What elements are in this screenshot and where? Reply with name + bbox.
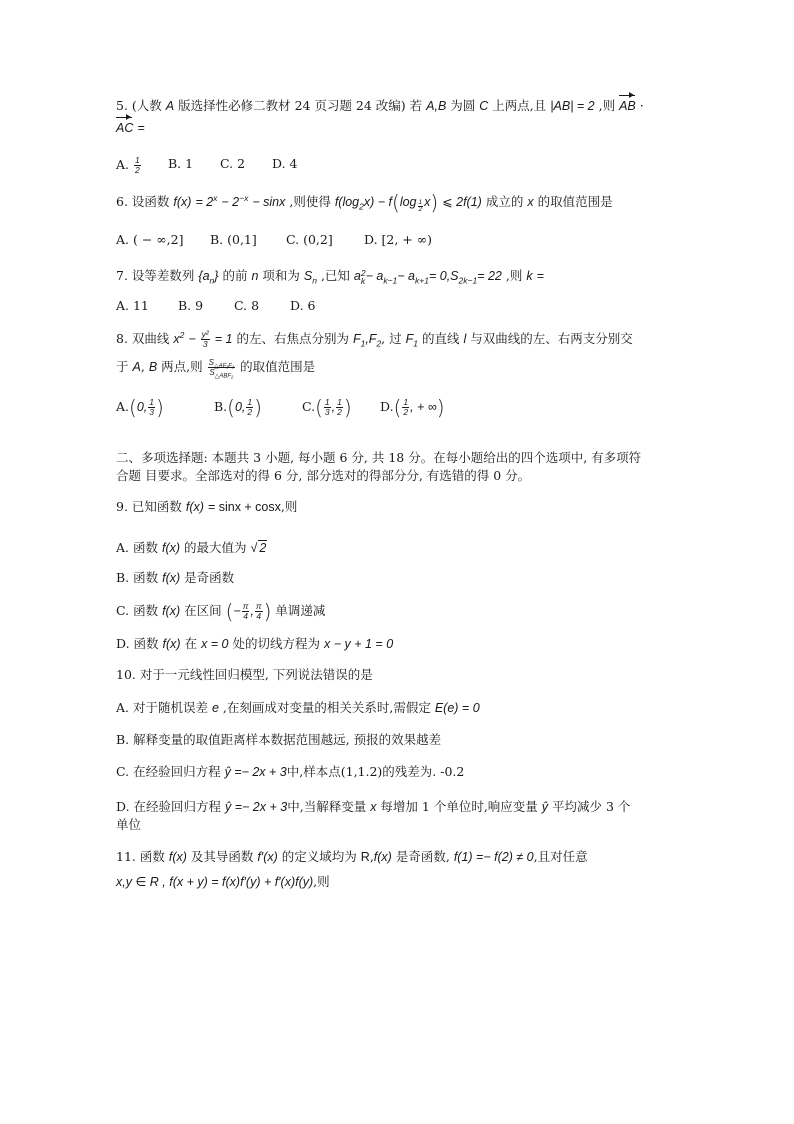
q11-R: R bbox=[360, 850, 370, 864]
q10-opt-d-y: ŷ bbox=[541, 800, 549, 814]
q7-option-c: C. 8 bbox=[234, 298, 260, 313]
q10-option-d-line2: 单位 bbox=[116, 817, 142, 832]
q9-opt-d-x: x = 0 bbox=[201, 637, 229, 651]
q6-sin: − sinx bbox=[252, 195, 286, 209]
q8-frac-num: y² bbox=[201, 329, 209, 339]
q8-option-d-label: D. bbox=[380, 399, 394, 414]
q8-option-d: D.( $\frac{1}{2}$ , + ∞) bbox=[380, 395, 445, 420]
q5-circle-name: C bbox=[479, 99, 489, 113]
q9-option-a bbox=[116, 540, 267, 556]
q7-rest4: = 22 bbox=[477, 269, 502, 283]
q11-fpx: f′(x) bbox=[257, 850, 278, 864]
q8-comma: , bbox=[140, 359, 145, 374]
q10-opt-c-eq: ŷ =− 2x + 3 bbox=[224, 765, 287, 779]
q5-vector-ac: AC bbox=[116, 121, 134, 135]
q11-prefix: 11. 函数 bbox=[116, 849, 165, 864]
q6-prefix: 6. 设函数 bbox=[116, 194, 170, 209]
q5-option-d: D. 4 bbox=[272, 156, 298, 171]
q8-stem-line2 bbox=[116, 358, 316, 380]
q6-log-base-frac: $\frac{1}{2}$ bbox=[418, 199, 423, 213]
q9-opt-b-fx: f(x) bbox=[162, 571, 181, 585]
q8-option-c: C.( $\frac{1}{3}$ , $\frac{1}{2}$ ) bbox=[302, 395, 352, 420]
q7-mid3: ,已知 bbox=[320, 268, 350, 283]
q9-opt-d-pre: D. 函数 bbox=[116, 636, 159, 651]
q8-t4: 与双曲线的左、右两支分别交 bbox=[470, 331, 633, 346]
q7-n: n bbox=[251, 269, 259, 283]
q10-opt-d-pre: D. 在经验回归方程 bbox=[116, 799, 222, 814]
q7-sn bbox=[303, 269, 317, 286]
q7-rest2: − a bbox=[397, 269, 416, 283]
q6-option-a: A. ( − ∞,2] bbox=[116, 232, 184, 247]
q10-opt-c-pre: C. 在经验回归方程 bbox=[116, 764, 221, 779]
q6-lparen: ( bbox=[392, 190, 400, 215]
q5-dot: · bbox=[639, 98, 644, 113]
q8-option-c-label: C. bbox=[302, 399, 316, 414]
q11-comma: , bbox=[369, 849, 374, 864]
q5-source: 版选择性必修二教材 24 页习题 24 改编) 若 bbox=[178, 98, 423, 113]
q9-opt-a-mid: 的最大值为 bbox=[184, 540, 247, 555]
q8-minus: − bbox=[188, 332, 196, 346]
section2-heading-line1: 二、多项选择题: 本题共 3 小题, 每小题 6 分, 共 18 分。在每小题给出的四个选项中, 有多项符 bbox=[116, 450, 642, 465]
q5-tail: ,则 bbox=[598, 98, 616, 113]
q9-option-b bbox=[116, 570, 234, 586]
q9-opt-b-tail: 是奇函数 bbox=[184, 570, 235, 585]
q6-mid: ,则使得 bbox=[289, 194, 331, 209]
q7-sn-sub: n bbox=[312, 275, 317, 286]
q6-x2: x bbox=[424, 195, 431, 209]
q10-opt-a-mid: ,在刻画成对变量的相关关系时,需假定 bbox=[222, 700, 431, 715]
q9-opt-a-sqrt: √ 2 bbox=[250, 541, 267, 555]
q5-vector-ab: AB bbox=[619, 99, 636, 113]
q7-option-b: B. 9 bbox=[178, 298, 204, 313]
q5-circle-text: 为圆 bbox=[450, 98, 476, 113]
q8-line2-prefix: 于 bbox=[116, 359, 129, 374]
q10-stem: 10. 对于一元线性回归模型, 下列说法错误的是 bbox=[116, 667, 373, 682]
q7-sn-base: S bbox=[303, 269, 313, 283]
q11-mid2: 的定义域均为 bbox=[281, 849, 357, 864]
q5-option-a bbox=[116, 156, 142, 175]
q9-opt-c-fx: f(x) bbox=[162, 604, 181, 618]
q8-option-a-label: A. bbox=[116, 399, 130, 414]
q8-s-den: S bbox=[209, 368, 215, 377]
q10-opt-d-mid2: 每增加 1 个单位时,响应变量 bbox=[380, 799, 538, 814]
q6-x1: x) − f bbox=[363, 195, 393, 209]
q5-stem-line2 bbox=[116, 120, 145, 136]
q9-opt-a-pre: A. 函数 bbox=[116, 540, 158, 555]
q11-fx: f(x) bbox=[168, 850, 187, 864]
q5-option-a-label: A. bbox=[116, 157, 130, 172]
q9-opt-d-eq: x − y + 1 = 0 bbox=[324, 637, 394, 651]
q7-prefix: 7. 设等差数列 bbox=[116, 268, 195, 283]
q6-tail2: 的取值范围是 bbox=[537, 194, 613, 209]
q6-exp1: x bbox=[213, 192, 218, 203]
q6-rparen: ) bbox=[430, 190, 439, 215]
q10-option-d-line1 bbox=[116, 799, 630, 815]
q7-a: a bbox=[353, 269, 361, 283]
q6-le: ⩽ 2f(1) bbox=[442, 195, 482, 209]
q10-opt-d-eq: ŷ =− 2x + 3 bbox=[225, 800, 288, 814]
q7-equation bbox=[353, 267, 502, 286]
q6-minus: − 2 bbox=[221, 195, 240, 209]
section2-heading-line2: 合题 目要求。全部选对的得 6 分, 部分选对的得部分分, 有选错的得 0 分。 bbox=[116, 468, 531, 483]
q5-edition: A bbox=[165, 99, 175, 113]
q9-stem bbox=[116, 499, 297, 515]
q10-opt-a-e: e bbox=[211, 701, 219, 715]
q11-mid3: 是奇函数, bbox=[395, 849, 450, 864]
q7-rest1: − a bbox=[365, 269, 384, 283]
q6-option-d: D. [2, + ∞) bbox=[364, 232, 433, 247]
q8-text1: 的左、右焦点分别为 bbox=[236, 331, 349, 346]
q6-stem bbox=[116, 190, 613, 215]
q7-tail: ,则 bbox=[505, 268, 523, 283]
q8-frac-den: 3 bbox=[202, 339, 208, 349]
q10-option-a bbox=[116, 700, 480, 716]
q9-tail: ,则 bbox=[280, 499, 298, 514]
q9-opt-a-fx: f(x) bbox=[161, 541, 181, 555]
q6-log2: log bbox=[399, 195, 417, 209]
q7-rest3: = 0,S bbox=[428, 269, 459, 283]
q7-mid2: 项和为 bbox=[262, 268, 300, 283]
q10-opt-d-mid: 中,当解释变量 bbox=[287, 799, 367, 814]
q9-opt-d-mid2: 处的切线方程为 bbox=[232, 636, 321, 651]
q7-sub-2km1: 2k−1 bbox=[458, 275, 478, 286]
q8-s-num: S bbox=[208, 358, 214, 367]
q5-equals: = bbox=[137, 121, 145, 135]
q5-frac-den: 2 bbox=[135, 165, 140, 175]
q8-stem-line1: 8. 双曲线 $x^2$ − $\frac{\text{y²}}{3}$ = 1 的左、右焦点分别为 $F_1,F_2$, 过 $F_1$ 的直线 l 与双曲线的左、右两支分别交 bbox=[116, 329, 633, 349]
q8-t2: 过 bbox=[389, 331, 402, 346]
q9-opt-d-fx: f(x) bbox=[162, 637, 181, 651]
q7-an-base: {a bbox=[198, 269, 210, 283]
q6-tail: 成立的 bbox=[485, 194, 524, 209]
q8-sup2: 2 bbox=[179, 329, 185, 340]
q7-mid: 的前 bbox=[222, 268, 248, 283]
q7-k: k bbox=[526, 269, 533, 283]
q8-option-b-label: B. bbox=[214, 399, 228, 414]
q9-fx: f(x) bbox=[185, 500, 204, 514]
q7-sub-km1: k−1 bbox=[383, 275, 398, 286]
q11-fx2: f(x) bbox=[373, 850, 392, 864]
q6-log-base: 2 bbox=[359, 201, 364, 212]
q6-x3: x bbox=[527, 195, 534, 209]
q11-stem-line2 bbox=[116, 874, 330, 890]
q6-eq: = 2 bbox=[195, 195, 214, 209]
q7-eq: = bbox=[536, 269, 544, 283]
q11-line2-tail: ,则 bbox=[313, 874, 330, 889]
q9-prefix: 9. 已知函数 bbox=[116, 499, 182, 514]
q8-line-l: l bbox=[463, 332, 467, 346]
q7-sub-kp1: k+1 bbox=[415, 275, 429, 286]
q11-mid: 及其导函数 bbox=[190, 849, 254, 864]
q5-frac-num: 1 bbox=[135, 155, 140, 165]
q8-prefix: 8. 双曲线 bbox=[116, 331, 170, 346]
q9-opt-c-pre: C. 函数 bbox=[116, 603, 159, 618]
q8-t3: 的直线 bbox=[421, 331, 460, 346]
q9-option-d bbox=[116, 636, 393, 652]
q8-line2-mid: 两点,则 bbox=[161, 359, 203, 374]
q11-tail: ,且对任意 bbox=[533, 849, 588, 864]
q6-option-c: C. (0,2] bbox=[286, 232, 333, 247]
q10-opt-d-x: x bbox=[370, 800, 377, 814]
q11-stem-line1 bbox=[116, 849, 588, 865]
q5-option-b: B. 1 bbox=[168, 156, 194, 171]
q10-opt-a-pre: A. 对于随机误差 bbox=[116, 700, 208, 715]
q7-an-end: } bbox=[214, 269, 219, 283]
q5-option-c: C. 2 bbox=[220, 156, 246, 171]
q8-s-den-sub: △ABF₂ bbox=[214, 373, 234, 380]
q10-opt-d-tail: 平均减少 3 个 bbox=[552, 799, 631, 814]
q10-opt-a-eq: E(e) = 0 bbox=[434, 701, 480, 715]
q8-point-b: B bbox=[148, 360, 158, 374]
q5-points: A,B bbox=[426, 99, 447, 113]
q10-opt-c-tail: 中,样本点(1,1.2)的残差为. -0.2 bbox=[286, 764, 465, 779]
q7-stem bbox=[116, 268, 544, 285]
q8-s-num-sub: △AF₁F₂ bbox=[213, 363, 235, 370]
q11-cond: f(1) =− f(2) ≠ 0 bbox=[453, 850, 534, 864]
q6-exp2: −x bbox=[239, 192, 249, 203]
q10-option-c bbox=[116, 764, 464, 780]
q8-area-ratio bbox=[208, 358, 235, 380]
q7-option-d: D. 6 bbox=[290, 298, 316, 313]
q8-option-a: A.(0, $\frac{1}{3}$ ) bbox=[116, 395, 164, 420]
q9-opt-b-pre: B. 函数 bbox=[116, 570, 159, 585]
q5-prefix: 5. (人教 bbox=[116, 98, 162, 113]
q7-option-a: A. 11 bbox=[116, 298, 149, 313]
q6-option-b: B. (0,1] bbox=[210, 232, 257, 247]
q5-condition: |AB| = 2 bbox=[550, 99, 595, 113]
q6-f-log: f(log bbox=[334, 195, 360, 209]
q8-x: x bbox=[173, 332, 180, 346]
q8-option-b: B.(0, $\frac{1}{2}$ ) bbox=[214, 395, 262, 420]
q7-an-sub: n bbox=[209, 275, 215, 286]
q8-f1: $F_1$ bbox=[405, 332, 418, 349]
q7-an bbox=[198, 269, 219, 286]
q9-eq: = sinx + cosx bbox=[207, 500, 281, 514]
q8-frac bbox=[201, 330, 210, 349]
q8-eq1: = 1 bbox=[214, 332, 233, 346]
q8-f1f2: $F_1,F_2$ bbox=[352, 332, 382, 349]
q9-opt-c-mid: 在区间 bbox=[184, 603, 222, 618]
q9-opt-d-mid: 在 bbox=[184, 636, 198, 651]
q6-fx: f(x) bbox=[173, 195, 192, 209]
q5-stem-line1 bbox=[116, 98, 644, 114]
q9-opt-a-val: 2 bbox=[259, 541, 267, 555]
q5-option-a-fraction bbox=[134, 156, 141, 175]
q7-sup2: 2 bbox=[360, 267, 366, 278]
q11-line2: x,y ∈ R , f(x + y) = f(x)f′(y) + f′(x)f(y) bbox=[116, 875, 314, 889]
q7-subk: k bbox=[360, 275, 366, 286]
q9-opt-c-tail: 单调递减 bbox=[275, 603, 326, 618]
q9-option-c: C. 函数 f(x) 在区间 (− $\frac{\pi}{4}$ , $\frac{\pi}{4}$ ) 单调递减 bbox=[116, 599, 326, 624]
q8-point-a: A bbox=[132, 360, 141, 374]
q5-mid: 上两点,且 bbox=[492, 98, 547, 113]
q10-option-b: B. 解释变量的取值距离样本数据范围越远, 预报的效果越差 bbox=[116, 732, 442, 747]
q8-line2-tail: 的取值范围是 bbox=[240, 359, 316, 374]
